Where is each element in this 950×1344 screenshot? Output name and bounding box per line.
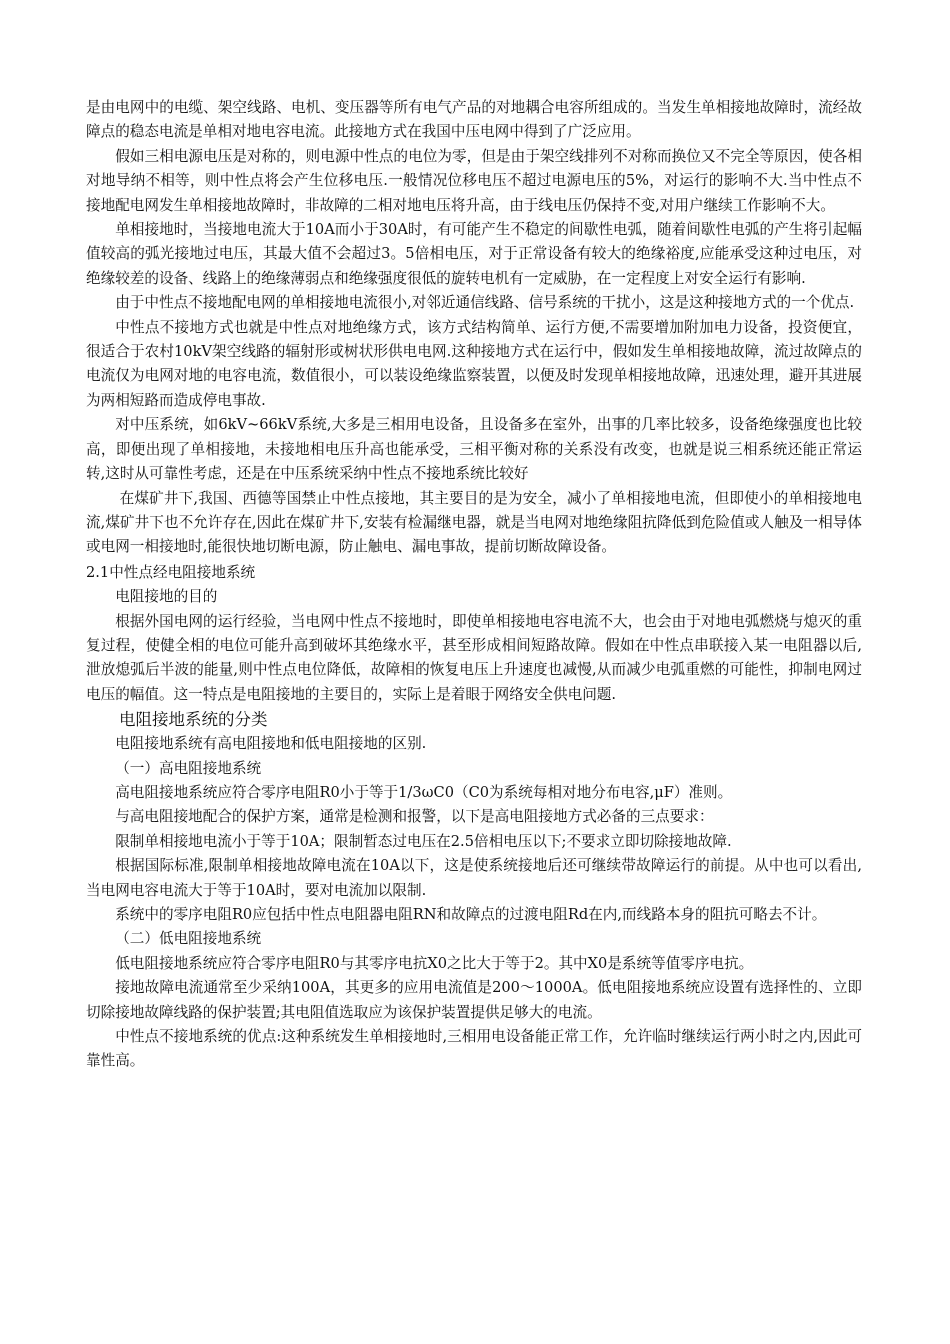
subsection-heading: （一）高电阻接地系统: [115, 759, 262, 777]
paragraph: 由于中性点不接地配电网的单相接地电流很小,对邻近通信线路、信号系统的干扰小，这是这种接地方式的一个优点.: [115, 294, 855, 312]
paragraph: 限制单相接地电流小于等于10A；限制暂态过电压在2.5倍相电压以下;不要求立即切除接地故障.: [115, 832, 732, 850]
paragraph: 对中压系统，如6kV~66kV系统,大多是三相用电设备，且设备多在室外，出事的几率比较多，设备绝缘强度也比较高，即便出现了单相接地，未接地相电压升高也能承受，三相平衡对称的关系没有改变，也就是说三相系统还能正常运转,这时从可靠性考虑，还是在中压系统采纳中性点不接地系统比较好: [86, 416, 862, 483]
subsection-heading: 电阻接地的目的: [115, 588, 218, 606]
paragraph: 系统中的零序电阻R0应包括中性点电阻器电阻RN和故障点的过渡电阻Rd在内,而线路本身的阻抗可略去不计。: [115, 906, 827, 923]
paragraph: 中性点不接地系统的优点:这种系统发生单相接地时,三相用电设备能正常工作，允许临时继续运行两小时之内,因此可靠性高。: [86, 1028, 862, 1070]
paragraph: 是由电网中的电缆、架空线路、电机、变压器等所有电气产品的对地耦合电容所组成的。当发生单相接地故障时，流经故障点的稳态电流是单相对地电容电流。此接地方式在我国中压电网中得到了广泛应用。: [86, 99, 862, 141]
paragraph: 与高电阻接地配合的保护方案，通常是检测和报警，以下是高电阻接地方式必备的三点要求：: [115, 808, 714, 826]
section-heading: 2.1中性点经电阻接地系统: [86, 563, 256, 581]
paragraph: 假如三相电源电压是对称的，则电源中性点的电位为零，但是由于架空线排列不对称而换位又不完全等原因，使各相对地导纳不相等，则中性点将会产生位移电压.一般情况位移电压不超过电源电压的5%，对运行的影响不大.当中性点不接地配电网发生单相接地故障时，非故障的二相对地电压将升高，由于线电压仍保持不变,对用户继续工作影响不大。: [86, 147, 862, 214]
paragraph: 根据外国电网的运行经验，当电网中性点不接地时，即使单相接地电容电流不大，也会由于对地电弧燃烧与熄灭的重复过程，使健全相的电位可能升高到破坏其绝缘水平，甚至形成相间短路故障。假如在中性点串联接入某一电阻器以后,泄放熄弧后半波的能量,则中性点电位降低，故障相的恢复电压上升速度也减慢,从而减少电弧重燃的可能性，抑制电网过电压的幅值。这一特点是电阻接地的主要目的，实际上是着眼于网络安全供电问题.: [86, 612, 862, 703]
paragraph: 高电阻接地系统应符合零序电阻R0小于等于1/3ωC0（C0为系统每相对地分布电容,μF）准则。: [115, 783, 733, 801]
paragraph: 电阻接地系统有高电阻接地和低电阻接地的区别.: [115, 735, 427, 753]
subsection-heading: （二）低电阻接地系统: [115, 930, 262, 948]
paragraph: 根据国际标准,限制单相接地故障电流在10A以下，这是使系统接地后还可继续带故障运行的前提。从中也可以看出,当电网电容电流大于等于10A时，要对电流加以限制.: [86, 857, 862, 899]
paragraph: 低电阻接地系统应符合零序电阻R0与其零序电抗X0之比大于等于2。其中X0是系统等值零序电抗。: [115, 954, 754, 972]
paragraph: 中性点不接地方式也就是中性点对地绝缘方式，该方式结构简单、运行方便,不需要增加附加电力设备，投资便宜，很适合于农村10kV架空线路的辐射形或树状形供电电网.这种接地方式在运行中，假如发生单相接地故障，流过故障点的电流仅为电网对地的电容电流，数值很小，可以装设绝缘监察装置，以便及时发现单相接地故障，迅速处理，避开其进展为两相短路而造成停电事故.: [86, 318, 862, 409]
paragraph: 接地故障电流通常至少采纳100A，其更多的应用电流值是200～1000A。低电阻接地系统应设置有选择性的、立即切除接地故障线路的保护装置;其电阻值选取应为该保护装置提供足够大的电流。: [86, 979, 862, 1021]
document-body: [86, 96, 862, 1074]
paragraph: 在煤矿井下,我国、西德等国禁止中性点接地，其主要目的是为安全，减小了单相接地电流，但即使小的单相接地电流,煤矿井下也不允许存在,因此在煤矿井下,安装有检漏继电器，就是当电网对地绝缘阻抗降低到危险值或人触及一相导体或电网一相接地时,能很快地切断电源，防止触电、漏电事故，提前切断故障设备。: [86, 489, 862, 556]
paragraph: 单相接地时，当接地电流大于10A而小于30A时，有可能产生不稳定的间歇性电弧，随着间歇性电弧的产生将引起幅值较高的弧光接地过电压，其最大值不会超过3。5倍相电压，对于正常设备有较大的绝缘裕度,应能承受这种过电压，对绝缘较差的设备、线路上的绝缘薄弱点和绝缘强度很低的旋转电机有一定威胁，在一定程度上对安全运行有影响.: [86, 221, 862, 287]
subsection-heading: 电阻接地系统的分类: [119, 710, 268, 730]
